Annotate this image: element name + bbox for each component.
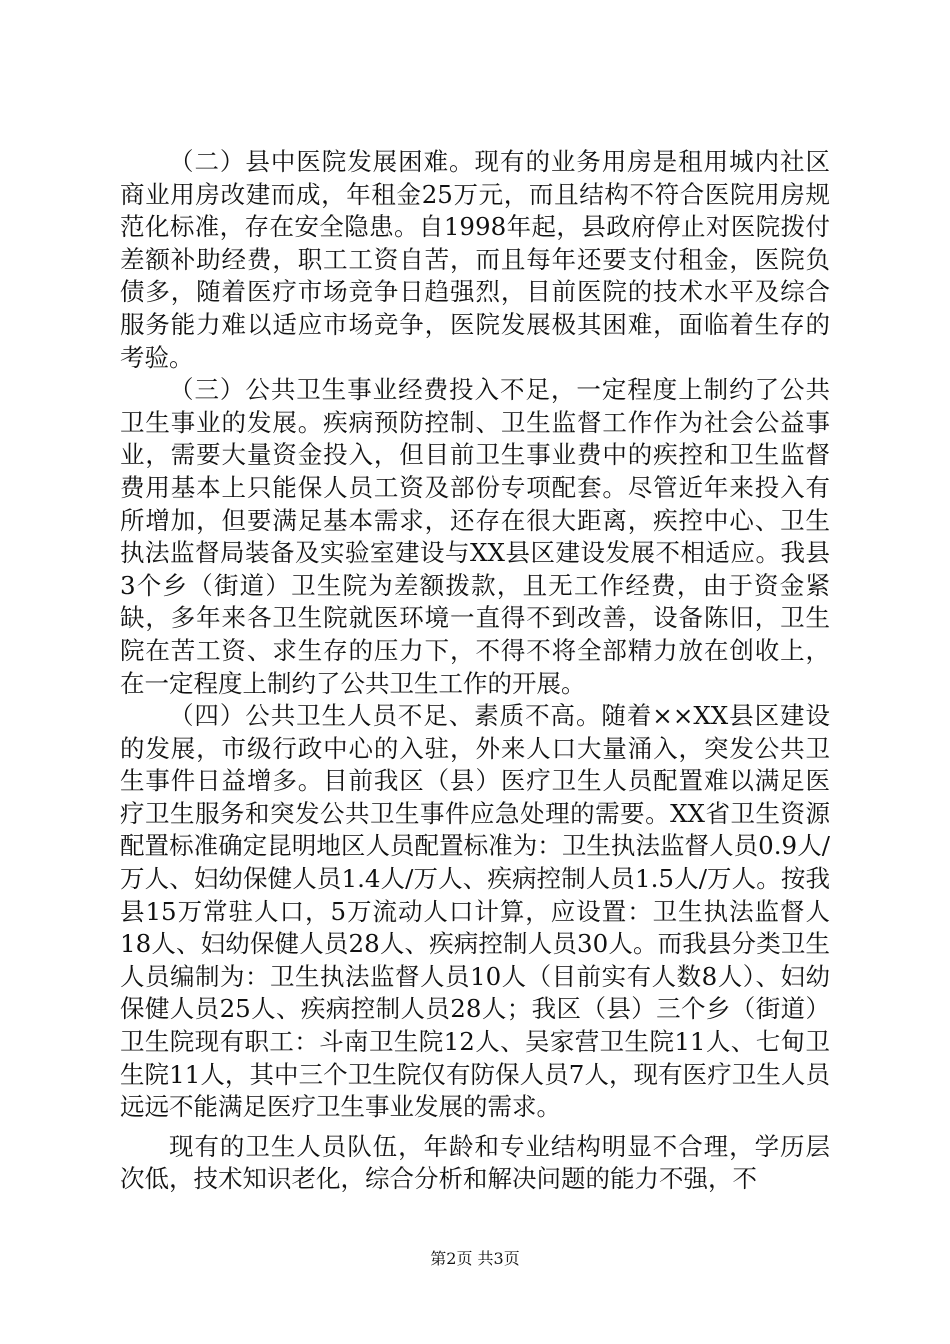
paragraph-public-health-staffing: （四）公共卫生人员不足、素质不高。随着××XX县区建设的发展，市级行政中心的入驻，外来人口大量涌入，突发公共卫生事件日益增多。目前我区（县）医疗卫生人员配置难以满足医疗卫生服务和突发公共卫生事件应急处理的需要。XX省卫生资源配置标准确定昆明地区人员配置标准为：卫生执法监督人员0.9人/万人、妇幼保健人员1.4人/万人、疾病控制人员1.5人/万人。按我县15万常驻人口，5万流动人口计算，应设置：卫生执法监督人18人、妇幼保健人员28人、疾病控制人员30人。而我县分类卫生人员编制为：卫生执法监督人员10人（目前实有人数8人）、妇幼保健人员25人、疾病控制人员28人；我区（县）三个乡（街道）卫生院现有职工：斗南卫生院12人、吴家营卫生院11人、七甸卫生院11人，其中三个卫生院仅有防保人员7人，现有医疗卫生人员远远不能满足医疗卫生事业发展的需求。 bbox=[120, 701, 830, 1122]
paragraph-county-tcm-hospital: （二）县中医院发展困难。现有的业务用房是租用城内社区商业用房改建而成，年租金25万元，而且结构不符合医院用房规范化标准，存在安全隐患。自1998年起，县政府停止对医院拨付差额补助经费，职工工资自苦，而且每年还要支付租金，医院负债多，随着医疗市场竞争日趋强烈，目前医院的技术水平及综合服务能力难以适应市场竞争，医院发展极其困难，面临着生存的考验。 bbox=[120, 147, 830, 372]
paragraph-staff-structure: 现有的卫生人员队伍，年龄和专业结构明显不合理，学历层次低，技术知识老化，综合分析和解决问题的能力不强，不 bbox=[120, 1131, 830, 1194]
paragraph-public-health-funding: （三）公共卫生事业经费投入不足，一定程度上制约了公共卫生事业的发展。疾病预防控制、卫生监督工作作为社会公益事业，需要大量资金投入，但目前卫生事业费中的疾控和卫生监督费用基本上只能保人员工资及部份专项配套。尽管近年来投入有所增加，但要满足基本需求，还存在很大距离，疾控中心、卫生执法监督局装备及实验室建设与XX县区建设发展不相适应。我县3个乡（街道）卫生院为差额拨款，且无工作经费，由于资金紧缺，多年来各卫生院就医环境一直得不到改善，设备陈旧，卫生院在苦工资、求生存的压力下，不得不将全部精力放在创收上，在一定程度上制约了公共卫生工作的开展。 bbox=[120, 375, 830, 698]
page-number-footer: 第2页 共3页 bbox=[430, 1249, 520, 1268]
document-body bbox=[120, 146, 830, 1196]
